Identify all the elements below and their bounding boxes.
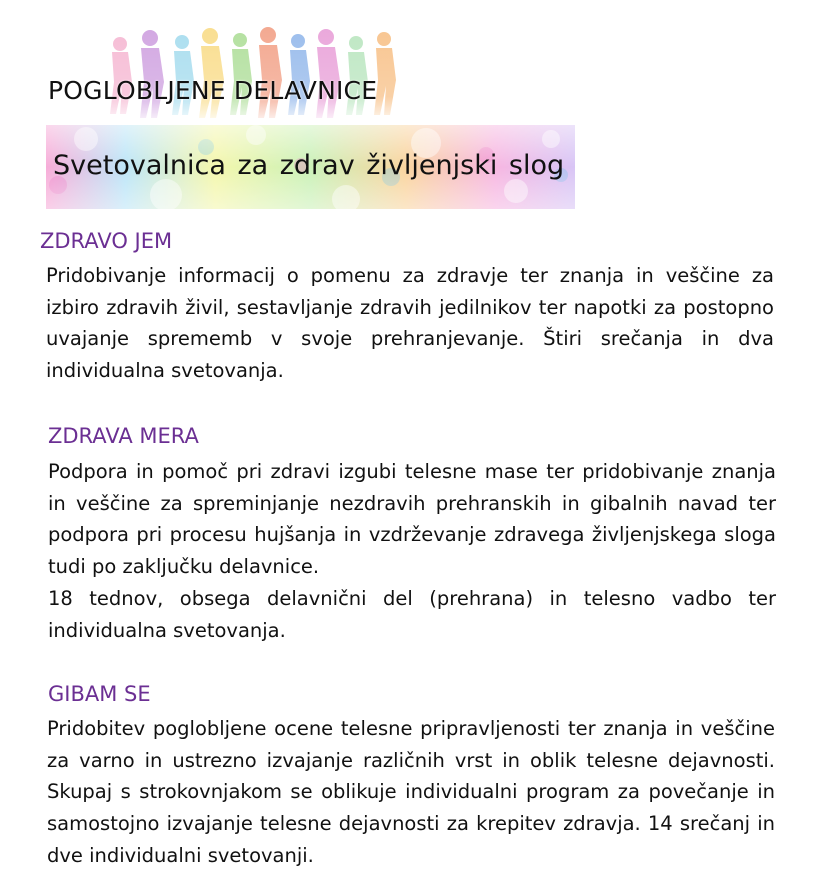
page-title: POGLOBLJENE DELAVNICE [48, 76, 378, 105]
section-body-zdrava-mera [48, 456, 776, 646]
section-paragraph: Pridobitev poglobljene ocene telesne pripravljenosti ter znanja in veščine za varno in ustrezno izvajanje različnih vrst in oblik telesne dejavnosti. Skupaj s strokovnjakom se oblikuje individualni program za povečanje in samostojno izvajanje telesne dejavnosti za krepitev zdravja. 14 srečanj in dve individualni svetovanji. [47, 717, 775, 867]
section-paragraph: 18 tednov, obsega delavnični del (prehrana) in telesno vadbo ter individualna svetovanja. [48, 586, 776, 642]
subtitle-text: Svetovalnica za zdrav življenjski slog [53, 150, 565, 181]
section-heading-zdravo-jem: ZDRAVO JEM [40, 229, 173, 253]
section-body-gibam-se [47, 713, 775, 872]
section-paragraph: Pridobivanje informacij o pomenu za zdravje ter znanja in veščine za izbiro zdravih živil, sestavljanje zdravih jedilnikov ter napotki za postopno uvajanje sprememb v svoje prehranjevanje. Štiri srečanja in dva individualna svetovanja. [46, 264, 774, 383]
section-heading-zdrava-mera: ZDRAVA MERA [48, 424, 199, 448]
section-paragraph: Podpora in pomoč pri zdravi izgubi telesne mase ter pridobivanje znanja in veščine za spreminjanje nezdravih prehranskih in gibalnih navad ter podpora pri procesu hujšanja in vzdrževanje zdravega življenjskega sloga tudi po zaključku delavnice. [48, 460, 776, 579]
section-body-zdravo-jem [46, 260, 774, 387]
section-heading-gibam-se: GIBAM SE [48, 682, 151, 706]
walking-people-icon [98, 22, 404, 122]
subtitle-banner [46, 125, 575, 209]
walking-people-banner [98, 22, 404, 122]
